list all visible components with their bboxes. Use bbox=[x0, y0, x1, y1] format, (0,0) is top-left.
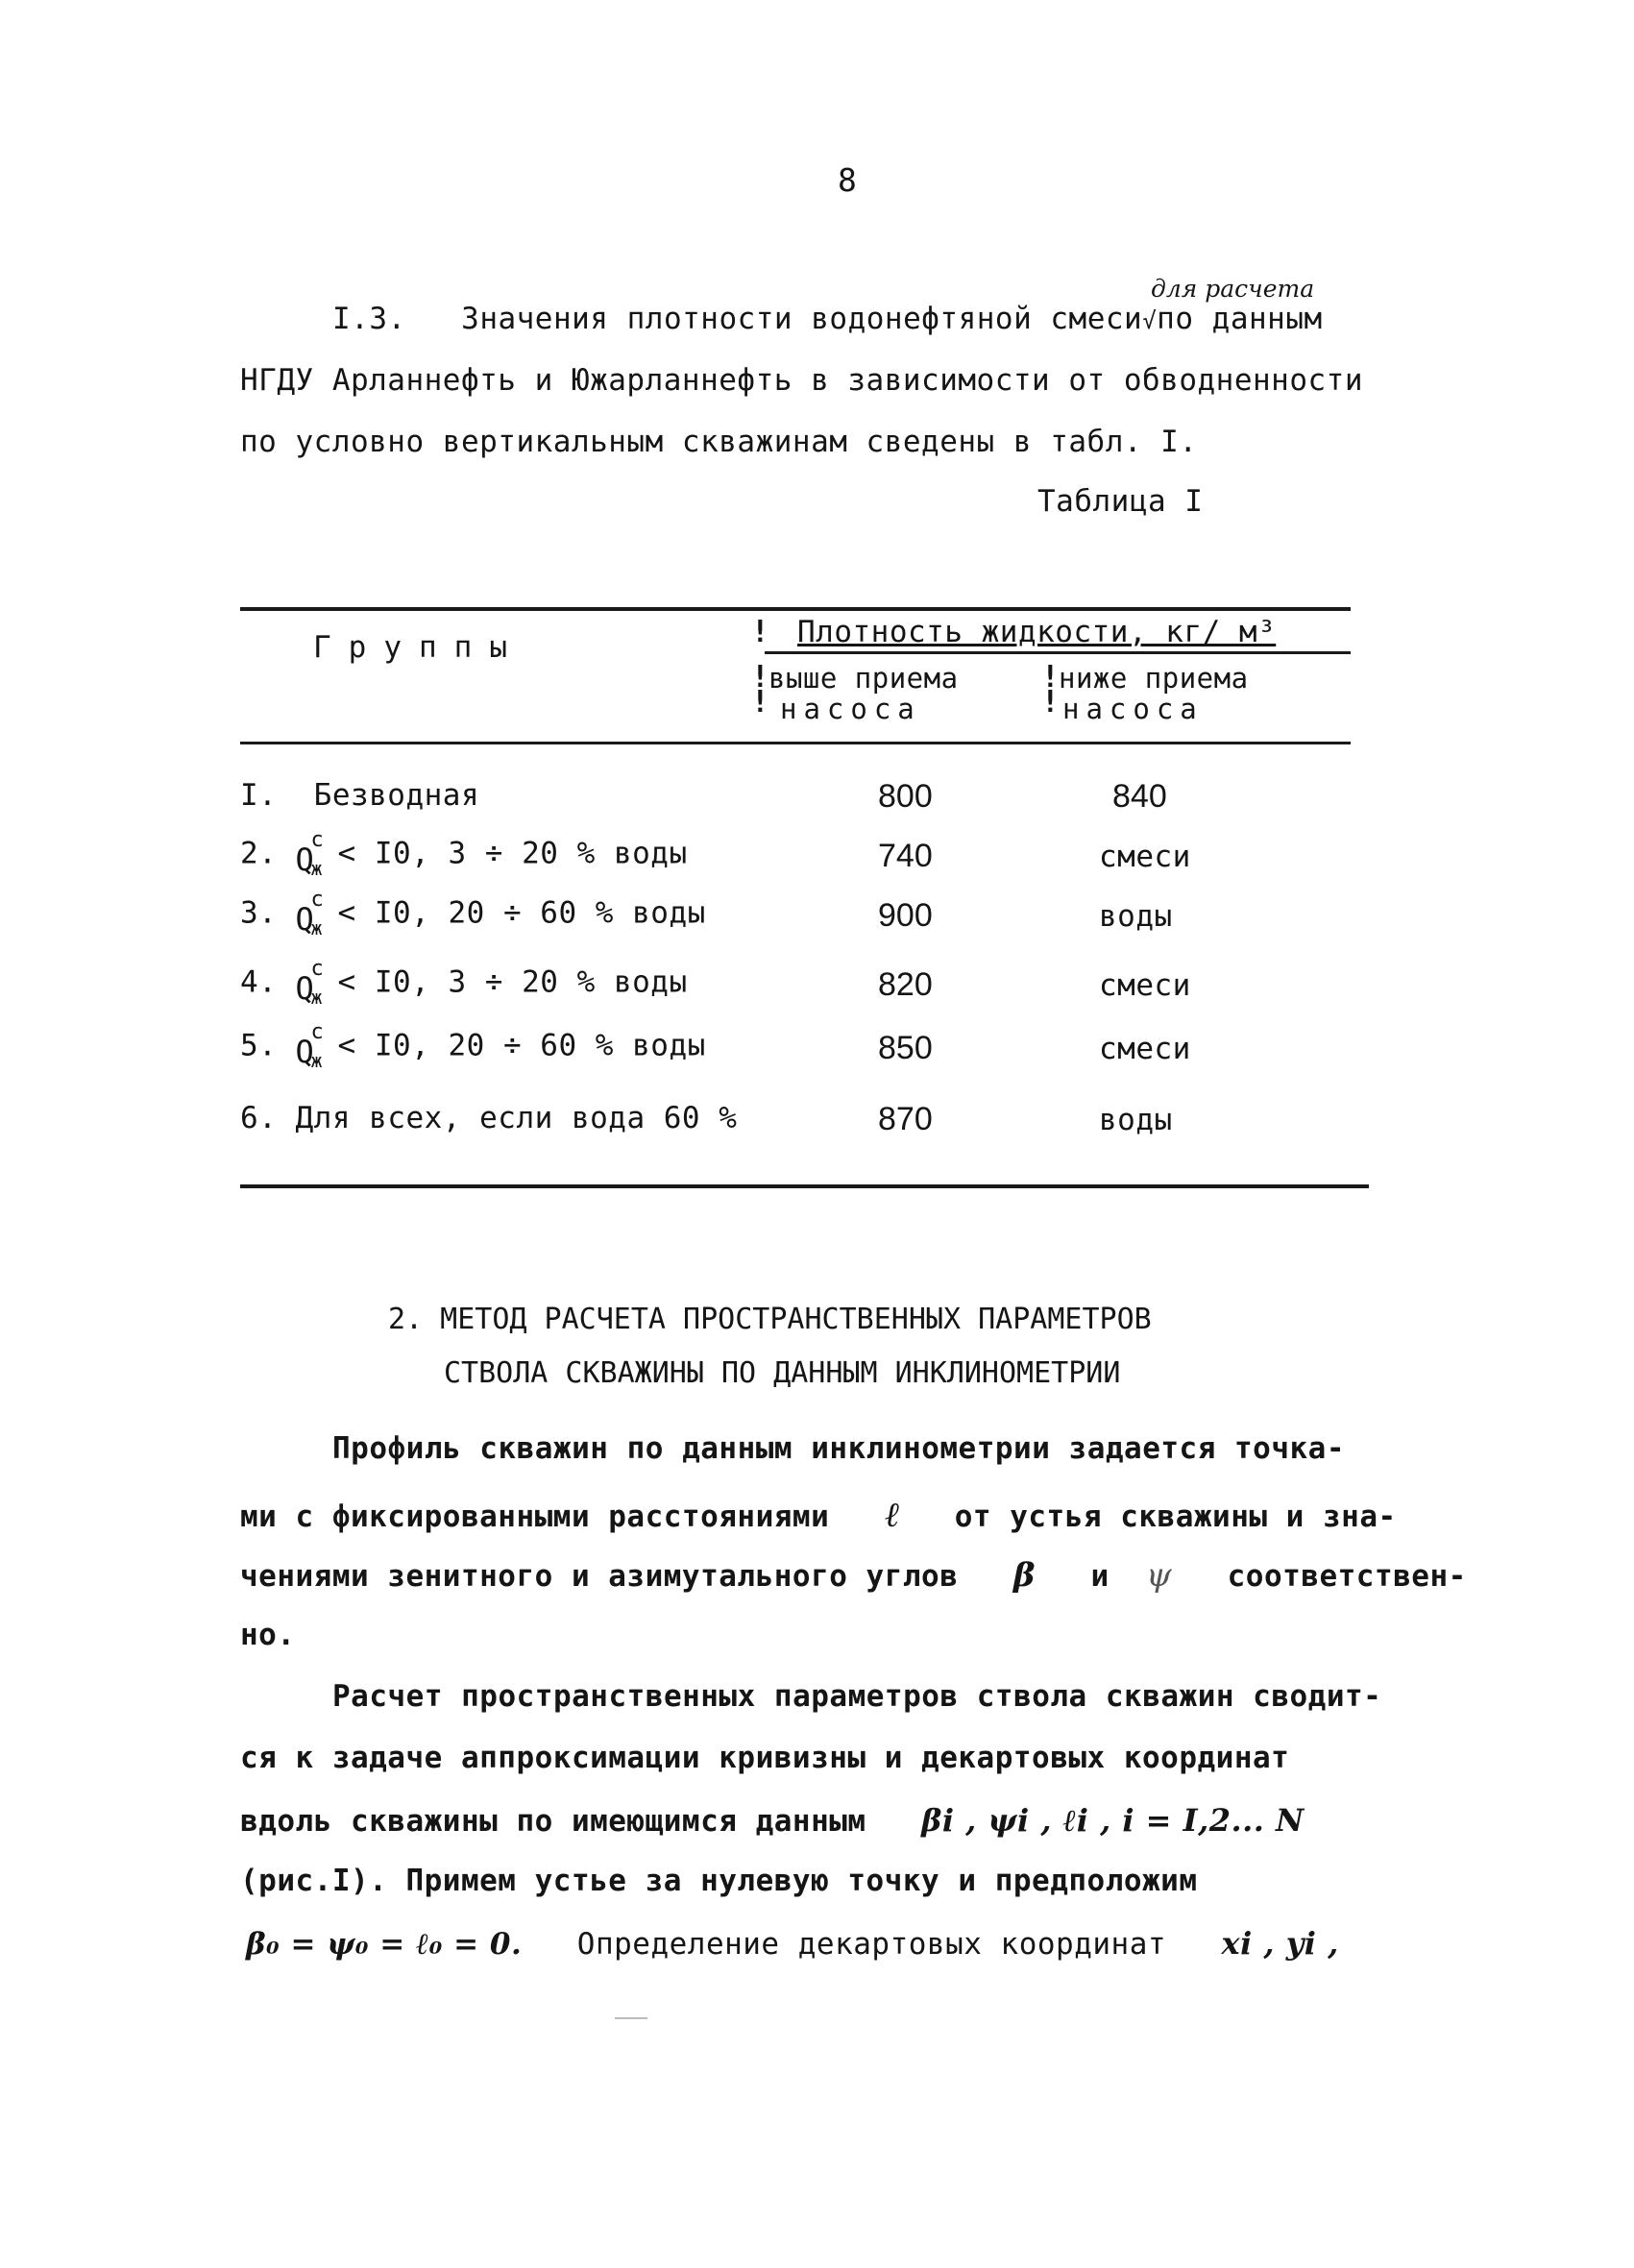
paragraph-2-line-1: Расчет пространственных параметров ствола скважин сводит- bbox=[332, 1679, 1382, 1714]
cell-below: 840 bbox=[1112, 778, 1167, 815]
row-label: Для всех, если вода 60 % bbox=[295, 1101, 738, 1135]
row-number: 4. bbox=[240, 964, 278, 1000]
table-row bbox=[240, 957, 688, 1009]
paragraph-2-line-3 bbox=[240, 1802, 1305, 1839]
initial-conditions: β₀ = ψ₀ = ℓ₀ = 0. bbox=[246, 1927, 523, 1962]
cell-above: 800 bbox=[878, 778, 933, 815]
intro-line-2: НГДУ Арланнефть и Южарланнефть в зависимости от обводненности bbox=[240, 363, 1363, 398]
coordinates: xi , yi , bbox=[1221, 1925, 1339, 1962]
intro-line-3: по условно вертикальным скважинам сведены в табл. I. bbox=[240, 425, 1198, 459]
cell-below: смеси bbox=[1099, 968, 1191, 1003]
page-number: 8 bbox=[838, 161, 858, 199]
row-label: Безводная bbox=[313, 778, 480, 813]
row-number: 3. bbox=[240, 895, 278, 931]
p1-text: ми с фиксированными расстояниями bbox=[240, 1500, 830, 1534]
col-header-below-line1: ниже приема bbox=[1059, 662, 1249, 695]
table-row bbox=[240, 1020, 706, 1072]
cell-above: 850 bbox=[878, 1030, 933, 1066]
section-title-line2: СТВОЛА СКВАЖИНЫ ПО ДАННЫМ ИНКЛИНОМЕТРИИ bbox=[444, 1356, 1121, 1390]
row-condition: < I0, 3 ÷ 20 % воды bbox=[337, 964, 688, 1000]
cell-below: смеси bbox=[1099, 840, 1191, 874]
col-header-below bbox=[1059, 663, 1249, 724]
p2-text: вдоль скважины по имеющимся данным bbox=[240, 1804, 866, 1839]
p1-text: и bbox=[1090, 1559, 1110, 1594]
insert-mark: √ bbox=[1142, 307, 1158, 334]
q-symbol: Q с ж bbox=[295, 828, 325, 880]
cell-above: 820 bbox=[878, 966, 933, 1003]
row-number: 5. bbox=[240, 1028, 278, 1063]
table-caption: Таблица I bbox=[1037, 484, 1204, 519]
header-bottom-rule bbox=[240, 742, 1351, 744]
intro-line-1 bbox=[332, 302, 1323, 336]
row-condition: < I0, 20 ÷ 60 % воды bbox=[337, 1028, 706, 1063]
row-number: I. bbox=[240, 778, 278, 813]
col-header-above-line2: насоса bbox=[780, 693, 921, 725]
header-separator: ! ! bbox=[1041, 660, 1061, 719]
section-title bbox=[388, 1293, 1152, 1401]
table-row bbox=[240, 1101, 737, 1135]
col-header-below-line2: насоса bbox=[1062, 693, 1204, 725]
row-number: 6. bbox=[240, 1101, 278, 1135]
row-condition: < I0, 3 ÷ 20 % воды bbox=[337, 836, 688, 871]
cell-above: 900 bbox=[878, 897, 933, 934]
intro-end: по данным bbox=[1157, 302, 1323, 336]
header-subrule bbox=[765, 651, 1351, 654]
row-condition: < I0, 20 ÷ 60 % воды bbox=[337, 895, 706, 931]
intro-text: Значения плотности водонефтяной смеси bbox=[461, 302, 1143, 336]
col-header-group: Группы bbox=[313, 630, 524, 665]
row-number: 2. bbox=[240, 836, 278, 871]
section-number: I.3. bbox=[332, 302, 406, 336]
cell-above: 870 bbox=[878, 1101, 933, 1137]
table-row bbox=[240, 778, 479, 813]
section-title-line1: 2. МЕТОД РАСЧЕТА ПРОСТРАНСТВЕННЫХ ПАРАМЕТРОВ bbox=[388, 1303, 1152, 1336]
p2-text: Определение декартовых координат bbox=[576, 1927, 1167, 1962]
paragraph-1-line-4: но. bbox=[240, 1618, 296, 1652]
header-separator: ! bbox=[751, 615, 770, 649]
col-header-density: Плотность жидкости, кг/ м³ bbox=[797, 615, 1277, 649]
cell-below: смеси bbox=[1099, 1032, 1191, 1066]
cell-above: 740 bbox=[878, 838, 933, 874]
symbol-l: ℓ bbox=[884, 1496, 900, 1535]
table-top-rule bbox=[240, 607, 1351, 611]
table-row bbox=[240, 888, 706, 939]
variables: βi , ψi , ℓi , i = I,2... N bbox=[921, 1802, 1305, 1839]
paragraph-2-line-2: ся к задаче аппроксимации кривизны и декартовых координат bbox=[240, 1741, 1290, 1775]
paragraph-2-line-4: (рис.I). Примем устье за нулевую точку и предположим bbox=[240, 1864, 1198, 1898]
handwritten-insert: для расчета bbox=[1151, 275, 1315, 303]
paragraph-1-line-1: Профиль скважин по данным инклинометрии задается точка- bbox=[332, 1431, 1345, 1466]
q-symbol: Q с ж bbox=[295, 888, 325, 939]
p1-text: чениями зенитного и азимутального углов bbox=[240, 1559, 959, 1594]
p1-text: от устья скважины и зна- bbox=[954, 1500, 1397, 1534]
p1-text: соответствен- bbox=[1227, 1559, 1467, 1594]
scan-mark bbox=[615, 2017, 647, 2019]
header-separator: ! ! bbox=[751, 660, 770, 719]
symbol-psi: ψ bbox=[1145, 1556, 1173, 1595]
table-bottom-rule bbox=[240, 1184, 1369, 1188]
cell-below: воды bbox=[1099, 899, 1173, 934]
q-symbol: Q с ж bbox=[295, 957, 325, 1009]
symbol-beta: β bbox=[1012, 1556, 1036, 1595]
q-symbol: Q с ж bbox=[295, 1020, 325, 1072]
col-header-above bbox=[768, 663, 959, 724]
paragraph-2-line-5 bbox=[246, 1925, 1339, 1962]
table-row bbox=[240, 828, 688, 880]
cell-below: воды bbox=[1099, 1103, 1173, 1137]
paragraph-1-line-3 bbox=[240, 1556, 1467, 1595]
paragraph-1-line-2 bbox=[240, 1495, 1397, 1535]
col-header-above-line1: выше приема bbox=[768, 662, 959, 695]
